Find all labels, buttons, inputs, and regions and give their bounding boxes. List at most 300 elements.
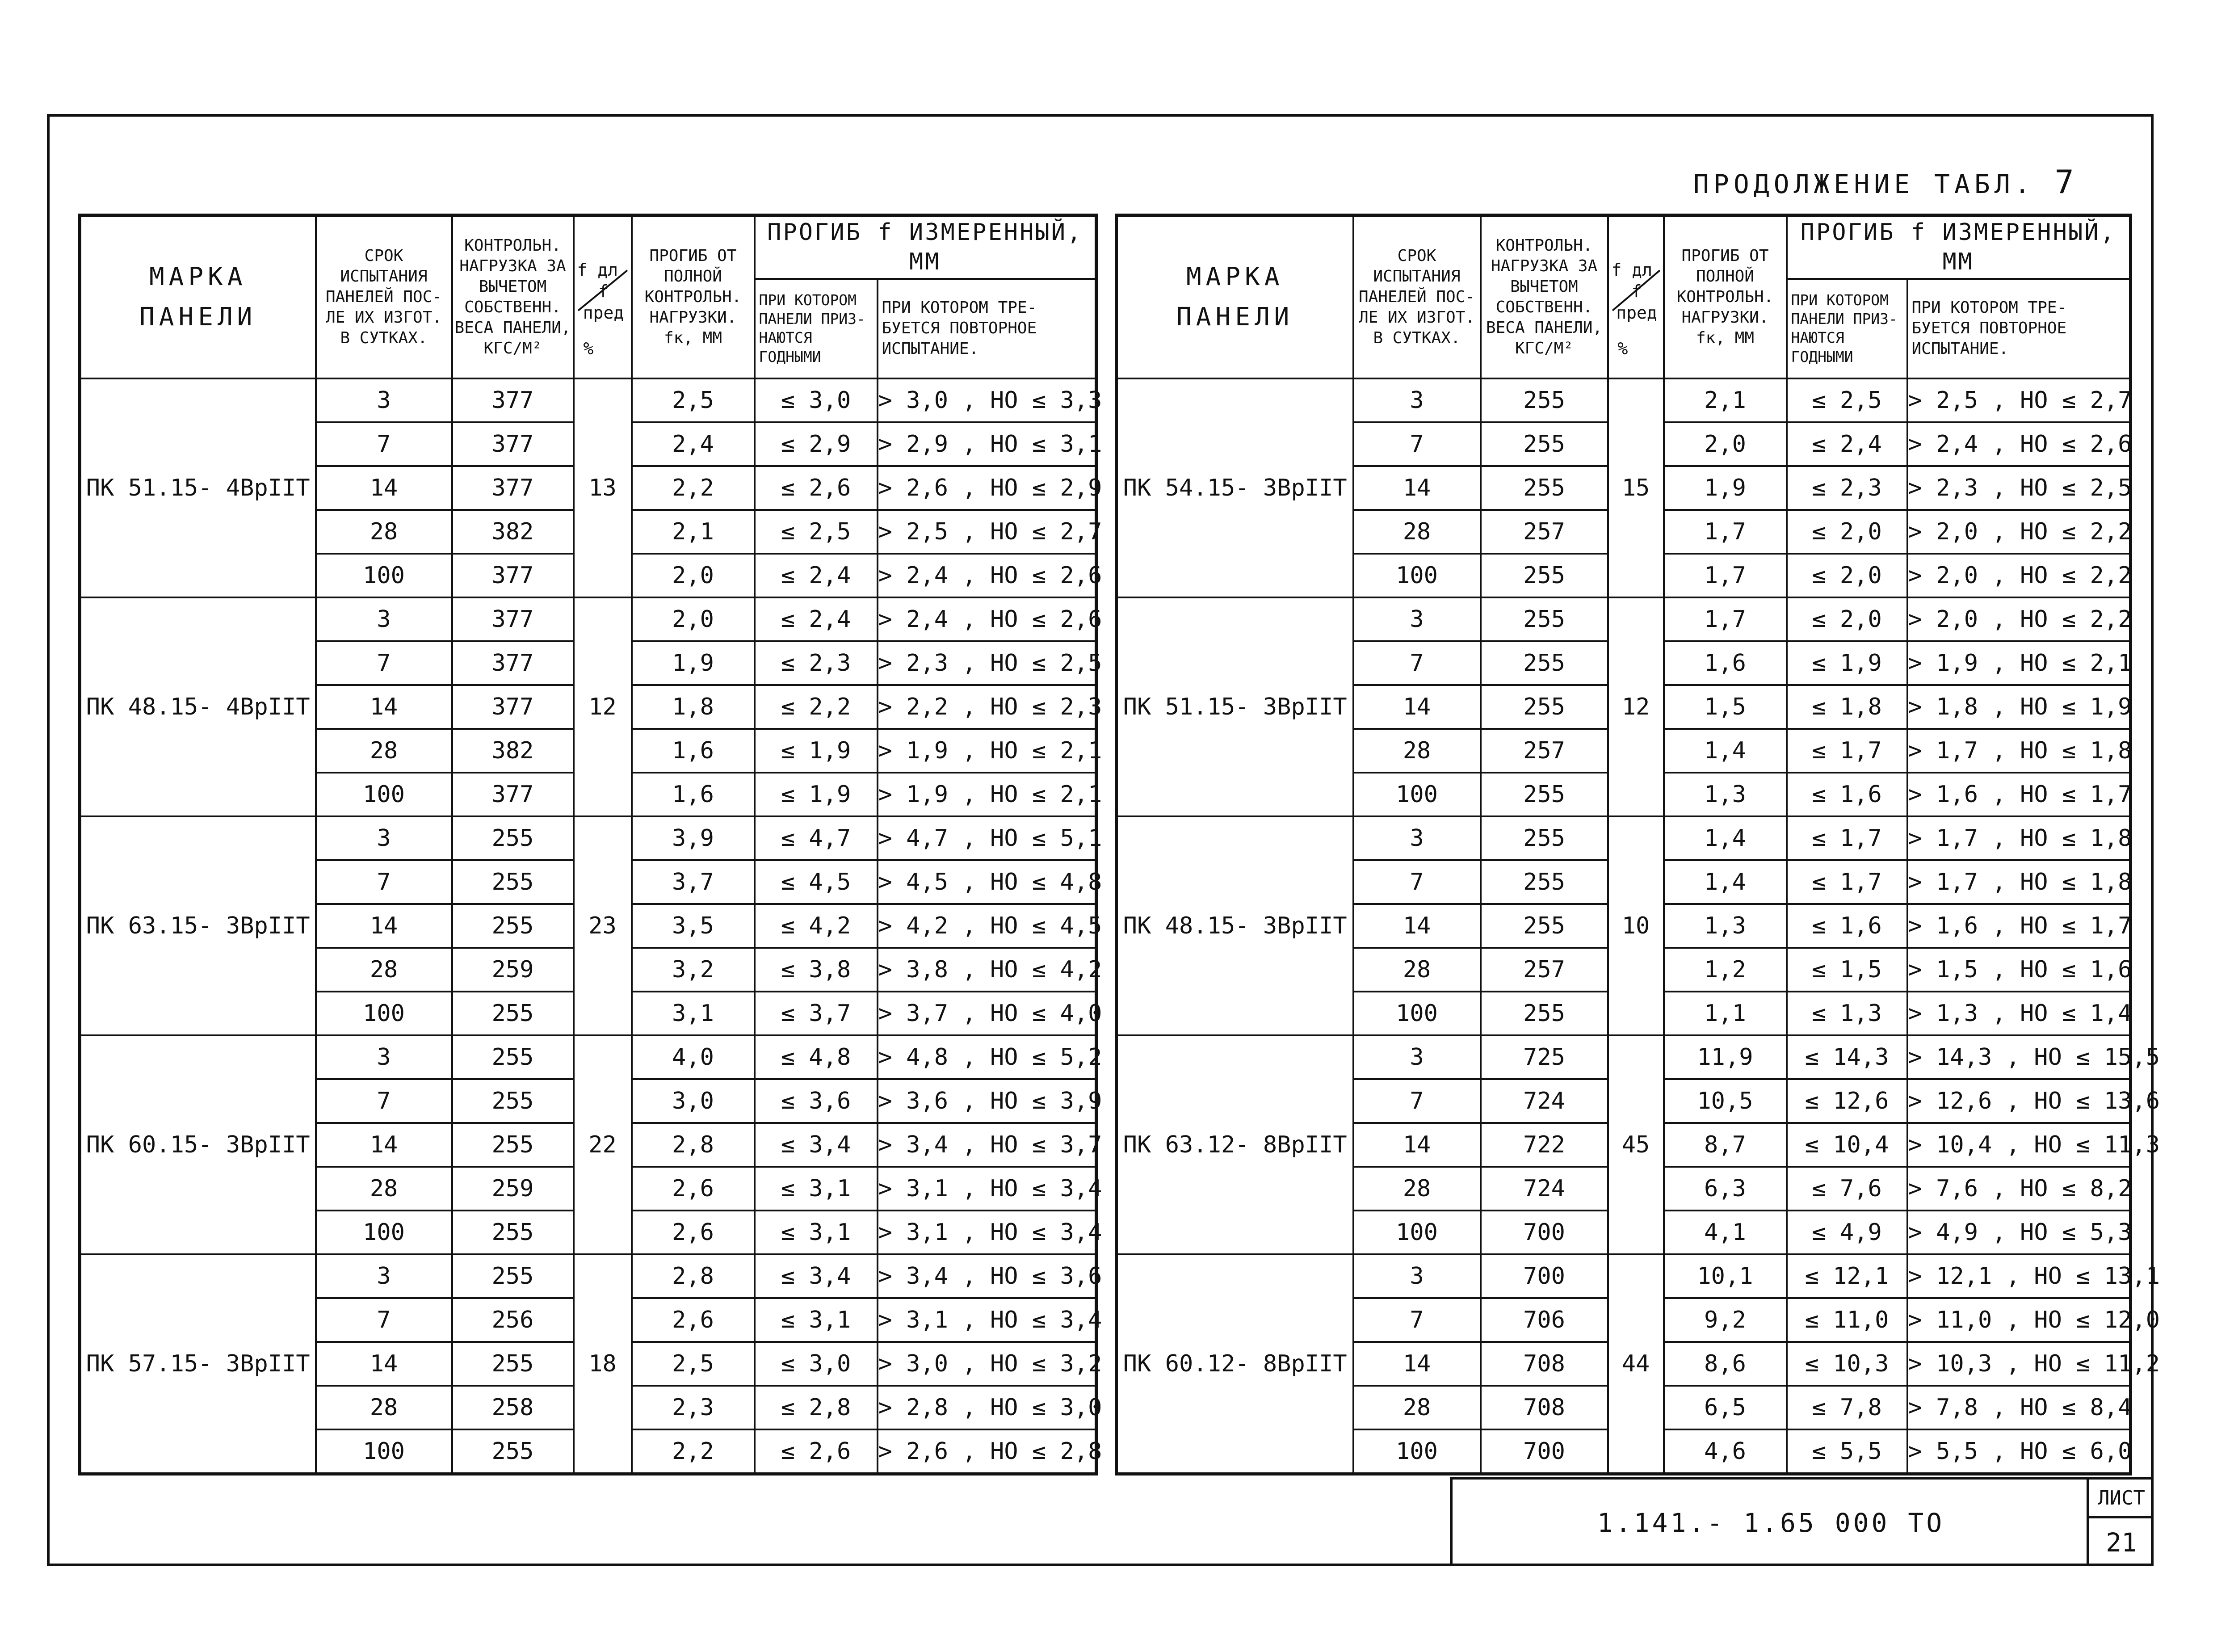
- header-retest: ПРИ КОТОРОМ ТРЕ- БУЕТСЯ ПОВТОРНОЕ ИСПЫТАНИЕ.: [1907, 279, 2131, 378]
- full-load-deflection-cell: 4,6: [1664, 1429, 1787, 1474]
- control-load-cell: 257: [1481, 510, 1608, 554]
- full-load-deflection-cell: 2,0: [1664, 422, 1787, 466]
- full-load-deflection-cell: 1,4: [1664, 729, 1787, 773]
- fit-limit-cell: ≤ 2,4: [1787, 422, 1907, 466]
- fit-limit-cell: ≤ 1,7: [1787, 816, 1907, 860]
- retest-limit-cell: > 11,0 , НО ≤ 12,0: [1907, 1298, 2131, 1342]
- header-deflection-full: ПРОГИБ ОТ ПОЛНОЙ КОНТРОЛЬН. НАГРУЗКИ. fк, ММ: [1664, 215, 1787, 379]
- fit-limit-cell: ≤ 1,3: [1787, 992, 1907, 1035]
- fit-limit-cell: ≤ 4,9: [1787, 1211, 1907, 1254]
- test-term-cell: 100: [316, 992, 452, 1035]
- full-load-deflection-cell: 1,9: [632, 641, 755, 685]
- test-term-cell: 28: [316, 948, 452, 992]
- full-load-deflection-cell: 2,0: [632, 554, 755, 597]
- test-term-cell: 100: [1353, 1211, 1481, 1254]
- fit-limit-cell: ≤ 1,9: [755, 773, 878, 816]
- retest-limit-cell: > 1,3 , НО ≤ 1,4: [1907, 992, 2131, 1035]
- test-term-cell: 3: [1353, 816, 1481, 860]
- table-row: [1117, 1035, 2131, 1079]
- panel-mark: ПК 57.15- 3ВрIIТ: [80, 1254, 316, 1474]
- full-load-deflection-cell: 1,7: [1664, 554, 1787, 597]
- table-row: [1117, 378, 2131, 422]
- control-load-cell: 256: [452, 1298, 574, 1342]
- retest-limit-cell: > 3,4 , НО ≤ 3,6: [878, 1254, 1096, 1298]
- full-load-deflection-cell: 3,0: [632, 1079, 755, 1123]
- retest-limit-cell: > 5,5 , НО ≤ 6,0: [1907, 1429, 2131, 1474]
- header-measured: ПРОГИБ f ИЗМЕРЕННЫЙ, ММ: [755, 215, 1096, 279]
- retest-limit-cell: > 10,4 , НО ≤ 11,3: [1907, 1123, 2131, 1167]
- retest-limit-cell: > 2,9 , НО ≤ 3,1: [878, 422, 1096, 466]
- control-load-cell: 257: [1481, 948, 1608, 992]
- retest-limit-cell: > 1,9 , НО ≤ 2,1: [878, 773, 1096, 816]
- panel-mark: ПК 60.15- 3ВрIIТ: [80, 1035, 316, 1254]
- test-term-cell: 14: [316, 1123, 452, 1167]
- control-load-cell: 700: [1481, 1429, 1608, 1474]
- fit-limit-cell: ≤ 1,6: [1787, 773, 1907, 816]
- table-row: [1117, 1254, 2131, 1298]
- full-load-deflection-cell: 3,5: [632, 904, 755, 948]
- fit-limit-cell: ≤ 10,4: [1787, 1123, 1907, 1167]
- fit-limit-cell: ≤ 2,5: [1787, 378, 1907, 422]
- control-load-cell: 377: [452, 378, 574, 422]
- fit-limit-cell: ≤ 14,3: [1787, 1035, 1907, 1079]
- test-term-cell: 14: [316, 904, 452, 948]
- test-term-cell: 3: [1353, 1035, 1481, 1079]
- control-load-cell: 724: [1481, 1079, 1608, 1123]
- retest-limit-cell: > 2,0 , НО ≤ 2,2: [1907, 597, 2131, 641]
- test-term-cell: 3: [1353, 597, 1481, 641]
- retest-limit-cell: > 1,7 , НО ≤ 1,8: [1907, 816, 2131, 860]
- test-term-cell: 3: [1353, 378, 1481, 422]
- retest-limit-cell: > 1,7 , НО ≤ 1,8: [1907, 860, 2131, 904]
- retest-limit-cell: > 3,8 , НО ≤ 4,2: [878, 948, 1096, 992]
- control-load-cell: 255: [452, 816, 574, 860]
- control-load-cell: 722: [1481, 1123, 1608, 1167]
- header-mark: МАРКА ПАНЕЛИ: [80, 215, 316, 379]
- fit-limit-cell: ≤ 3,1: [755, 1211, 878, 1254]
- control-load-cell: 258: [452, 1386, 574, 1429]
- fit-limit-cell: ≤ 2,8: [755, 1386, 878, 1429]
- control-load-cell: 259: [452, 1167, 574, 1211]
- retest-limit-cell: > 2,4 , НО ≤ 2,6: [878, 554, 1096, 597]
- control-load-cell: 255: [1481, 685, 1608, 729]
- full-load-deflection-cell: 2,2: [632, 1429, 755, 1474]
- full-load-deflection-cell: 1,6: [632, 729, 755, 773]
- test-term-cell: 3: [316, 1035, 452, 1079]
- fit-limit-cell: ≤ 1,9: [755, 729, 878, 773]
- full-load-deflection-cell: 1,6: [1664, 641, 1787, 685]
- retest-limit-cell: > 4,2 , НО ≤ 4,5: [878, 904, 1096, 948]
- control-load-cell: 255: [1481, 378, 1608, 422]
- deflection-ratio-cell: 15: [1608, 378, 1664, 597]
- full-load-deflection-cell: 4,0: [632, 1035, 755, 1079]
- table-row: [80, 378, 1096, 422]
- full-load-deflection-cell: 3,1: [632, 992, 755, 1035]
- test-term-cell: 14: [1353, 1342, 1481, 1386]
- fit-limit-cell: ≤ 1,7: [1787, 729, 1907, 773]
- sheet-label: ЛИСТ: [2089, 1480, 2154, 1518]
- header-measured: ПРОГИБ f ИЗМЕРЕННЫЙ, ММ: [1787, 215, 2131, 279]
- panel-mark: ПК 51.15- 4ВрIIТ: [80, 378, 316, 597]
- continuation-table-number: 7: [2054, 163, 2079, 201]
- table-row: [80, 1254, 1096, 1298]
- control-load-cell: 377: [452, 466, 574, 510]
- header-fit: ПРИ КОТОРОМ ПАНЕЛИ ПРИЗ- НАЮТСЯ ГОДНЫМИ: [755, 279, 878, 378]
- retest-limit-cell: > 2,0 , НО ≤ 2,2: [1907, 554, 2131, 597]
- full-load-deflection-cell: 2,8: [632, 1254, 755, 1298]
- deflection-ratio-cell: 10: [1608, 816, 1664, 1035]
- fit-limit-cell: ≤ 12,6: [1787, 1079, 1907, 1123]
- fit-limit-cell: ≤ 4,7: [755, 816, 878, 860]
- test-term-cell: 7: [1353, 860, 1481, 904]
- retest-limit-cell: > 7,6 , НО ≤ 8,2: [1907, 1167, 2131, 1211]
- header-retest: ПРИ КОТОРОМ ТРЕ- БУЕТСЯ ПОВТОРНОЕ ИСПЫТАНИЕ.: [878, 279, 1096, 378]
- control-load-cell: 255: [452, 904, 574, 948]
- header-load: КОНТРОЛЬН. НАГРУЗКА ЗА ВЫЧЕТОМ СОБСТВЕНН. ВЕСА ПАНЕЛИ, КГС/М²: [452, 215, 574, 379]
- fit-limit-cell: ≤ 3,4: [755, 1123, 878, 1167]
- panel-mark: ПК 48.15- 3ВрIIТ: [1117, 816, 1353, 1035]
- full-load-deflection-cell: 2,6: [632, 1211, 755, 1254]
- retest-limit-cell: > 2,3 , НО ≤ 2,5: [878, 641, 1096, 685]
- retest-limit-cell: > 3,6 , НО ≤ 3,9: [878, 1079, 1096, 1123]
- fit-limit-cell: ≤ 2,4: [755, 554, 878, 597]
- test-term-cell: 7: [1353, 1079, 1481, 1123]
- fit-limit-cell: ≤ 4,5: [755, 860, 878, 904]
- fit-limit-cell: ≤ 3,8: [755, 948, 878, 992]
- retest-limit-cell: > 2,5 , НО ≤ 2,7: [878, 510, 1096, 554]
- control-load-cell: 255: [1481, 554, 1608, 597]
- test-term-cell: 3: [316, 816, 452, 860]
- deflection-ratio-cell: 44: [1608, 1254, 1664, 1474]
- full-load-deflection-cell: 4,1: [1664, 1211, 1787, 1254]
- control-load-cell: 724: [1481, 1167, 1608, 1211]
- fit-limit-cell: ≤ 2,0: [1787, 554, 1907, 597]
- retest-limit-cell: > 14,3 , НО ≤ 15,5: [1907, 1035, 2131, 1079]
- panel-mark: ПК 48.15- 4ВрIIТ: [80, 597, 316, 816]
- fit-limit-cell: ≤ 10,3: [1787, 1342, 1907, 1386]
- test-term-cell: 28: [1353, 510, 1481, 554]
- full-load-deflection-cell: 2,1: [1664, 378, 1787, 422]
- header-term: СРОК ИСПЫТАНИЯ ПАНЕЛЕЙ ПОС- ЛЕ ИХ ИЗГОТ. В СУТКАХ.: [1353, 215, 1481, 379]
- retest-limit-cell: > 3,0 , НО ≤ 3,3: [878, 378, 1096, 422]
- panel-mark: ПК 54.15- 3ВрIIТ: [1117, 378, 1353, 597]
- test-term-cell: 14: [1353, 466, 1481, 510]
- control-load-cell: 259: [452, 948, 574, 992]
- full-load-deflection-cell: 10,5: [1664, 1079, 1787, 1123]
- full-load-deflection-cell: 2,5: [632, 378, 755, 422]
- title-block: [1450, 1477, 2154, 1566]
- header-ratio-unit: %: [583, 339, 594, 359]
- test-term-cell: 100: [316, 554, 452, 597]
- full-load-deflection-cell: 8,6: [1664, 1342, 1787, 1386]
- retest-limit-cell: > 7,8 , НО ≤ 8,4: [1907, 1386, 2131, 1429]
- header-ratio-top: f дл: [1611, 260, 1653, 280]
- fit-limit-cell: ≤ 7,6: [1787, 1167, 1907, 1211]
- control-load-cell: 255: [452, 1079, 574, 1123]
- test-term-cell: 3: [1353, 1254, 1481, 1298]
- control-load-cell: 255: [1481, 860, 1608, 904]
- fit-limit-cell: ≤ 5,5: [1787, 1429, 1907, 1474]
- retest-limit-cell: > 2,4 , НО ≤ 2,6: [878, 597, 1096, 641]
- control-load-cell: 255: [1481, 466, 1608, 510]
- table-row: [80, 816, 1096, 860]
- fit-limit-cell: ≤ 2,2: [755, 685, 878, 729]
- full-load-deflection-cell: 1,9: [1664, 466, 1787, 510]
- full-load-deflection-cell: 2,0: [632, 597, 755, 641]
- retest-limit-cell: > 1,9 , НО ≤ 2,1: [1907, 641, 2131, 685]
- retest-limit-cell: > 4,5 , НО ≤ 4,8: [878, 860, 1096, 904]
- continuation-title-text: ПРОДОЛЖЕНИЕ ТАБЛ.: [1693, 169, 2035, 199]
- control-load-cell: 255: [452, 992, 574, 1035]
- control-load-cell: 255: [452, 1035, 574, 1079]
- retest-limit-cell: > 2,0 , НО ≤ 2,2: [1907, 510, 2131, 554]
- table-row: [80, 1035, 1096, 1079]
- control-load-cell: 255: [452, 1211, 574, 1254]
- retest-limit-cell: > 4,7 , НО ≤ 5,1: [878, 816, 1096, 860]
- test-term-cell: 14: [316, 685, 452, 729]
- panel-mark: ПК 63.15- 3ВрIIТ: [80, 816, 316, 1035]
- retest-limit-cell: > 1,9 , НО ≤ 2,1: [878, 729, 1096, 773]
- test-term-cell: 14: [316, 466, 452, 510]
- full-load-deflection-cell: 1,6: [632, 773, 755, 816]
- fit-limit-cell: ≤ 2,6: [755, 1429, 878, 1474]
- full-load-deflection-cell: 1,8: [632, 685, 755, 729]
- retest-limit-cell: > 1,8 , НО ≤ 1,9: [1907, 685, 2131, 729]
- control-load-cell: 700: [1481, 1211, 1608, 1254]
- full-load-deflection-cell: 1,3: [1664, 773, 1787, 816]
- retest-limit-cell: > 1,6 , НО ≤ 1,7: [1907, 773, 2131, 816]
- retest-limit-cell: > 2,6 , НО ≤ 2,9: [878, 466, 1096, 510]
- test-term-cell: 100: [316, 1429, 452, 1474]
- control-load-cell: 255: [1481, 904, 1608, 948]
- control-load-cell: 377: [452, 597, 574, 641]
- full-load-deflection-cell: 6,3: [1664, 1167, 1787, 1211]
- test-term-cell: 100: [316, 1211, 452, 1254]
- control-load-cell: 255: [452, 1123, 574, 1167]
- header-mark: МАРКА ПАНЕЛИ: [1117, 215, 1353, 379]
- fit-limit-cell: ≤ 2,0: [1787, 510, 1907, 554]
- test-term-cell: 7: [1353, 422, 1481, 466]
- fit-limit-cell: ≤ 3,4: [755, 1254, 878, 1298]
- control-load-cell: 255: [452, 1254, 574, 1298]
- fit-limit-cell: ≤ 3,1: [755, 1298, 878, 1342]
- table-row: [80, 597, 1096, 641]
- test-term-cell: 3: [316, 378, 452, 422]
- control-load-cell: 255: [1481, 992, 1608, 1035]
- control-load-cell: 706: [1481, 1298, 1608, 1342]
- test-term-cell: 100: [1353, 992, 1481, 1035]
- full-load-deflection-cell: 2,1: [632, 510, 755, 554]
- full-load-deflection-cell: 2,6: [632, 1298, 755, 1342]
- full-load-deflection-cell: 1,4: [1664, 860, 1787, 904]
- full-load-deflection-cell: 1,1: [1664, 992, 1787, 1035]
- retest-limit-cell: > 3,0 , НО ≤ 3,2: [878, 1342, 1096, 1386]
- control-load-cell: 255: [452, 1342, 574, 1386]
- deflection-table-left: [78, 214, 1102, 1475]
- fit-limit-cell: ≤ 3,7: [755, 992, 878, 1035]
- fit-limit-cell: ≤ 2,4: [755, 597, 878, 641]
- test-term-cell: 28: [1353, 948, 1481, 992]
- retest-limit-cell: > 3,1 , НО ≤ 3,4: [878, 1167, 1096, 1211]
- retest-limit-cell: > 1,5 , НО ≤ 1,6: [1907, 948, 2131, 992]
- test-term-cell: 7: [316, 422, 452, 466]
- fit-limit-cell: ≤ 2,0: [1787, 597, 1907, 641]
- deflection-ratio-cell: 12: [574, 597, 632, 816]
- deflection-ratio-cell: 23: [574, 816, 632, 1035]
- test-term-cell: 7: [1353, 1298, 1481, 1342]
- panel-mark: ПК 63.12- 8ВрIIТ: [1117, 1035, 1353, 1254]
- control-load-cell: 377: [452, 773, 574, 816]
- document-code: 1.141.- 1.65 000 ТО: [1597, 1508, 1945, 1538]
- control-load-cell: 708: [1481, 1386, 1608, 1429]
- retest-limit-cell: > 1,7 , НО ≤ 1,8: [1907, 729, 2131, 773]
- control-load-cell: 255: [1481, 597, 1608, 641]
- fit-limit-cell: ≤ 2,9: [755, 422, 878, 466]
- retest-limit-cell: > 12,1 , НО ≤ 13,1: [1907, 1254, 2131, 1298]
- deflection-ratio-cell: 45: [1608, 1035, 1664, 1254]
- test-term-cell: 14: [1353, 685, 1481, 729]
- retest-limit-cell: > 3,7 , НО ≤ 4,0: [878, 992, 1096, 1035]
- fit-limit-cell: ≤ 1,5: [1787, 948, 1907, 992]
- control-load-cell: 377: [452, 641, 574, 685]
- control-load-cell: 377: [452, 422, 574, 466]
- full-load-deflection-cell: 3,7: [632, 860, 755, 904]
- test-term-cell: 28: [1353, 729, 1481, 773]
- test-term-cell: 7: [316, 1079, 452, 1123]
- header-ratio-bottom: f пред: [1616, 281, 1657, 323]
- deflection-ratio-cell: 12: [1608, 597, 1664, 816]
- deflection-ratio-cell: 22: [574, 1035, 632, 1254]
- test-term-cell: 14: [1353, 1123, 1481, 1167]
- header-ratio-unit: %: [1617, 339, 1628, 359]
- header-ratio-bottom: f пред: [583, 281, 624, 323]
- deflection-ratio-cell: 18: [574, 1254, 632, 1474]
- retest-limit-cell: > 3,1 , НО ≤ 3,4: [878, 1211, 1096, 1254]
- full-load-deflection-cell: 2,5: [632, 1342, 755, 1386]
- table-row: [1117, 597, 2131, 641]
- control-load-cell: 255: [452, 860, 574, 904]
- retest-limit-cell: > 2,4 , НО ≤ 2,6: [1907, 422, 2131, 466]
- header-ratio: [574, 215, 632, 379]
- test-term-cell: 100: [1353, 1429, 1481, 1474]
- full-load-deflection-cell: 1,2: [1664, 948, 1787, 992]
- fit-limit-cell: ≤ 1,6: [1787, 904, 1907, 948]
- test-term-cell: 7: [316, 1298, 452, 1342]
- control-load-cell: 382: [452, 729, 574, 773]
- full-load-deflection-cell: 1,7: [1664, 597, 1787, 641]
- full-load-deflection-cell: 2,8: [632, 1123, 755, 1167]
- test-term-cell: 7: [1353, 641, 1481, 685]
- fit-limit-cell: ≤ 1,8: [1787, 685, 1907, 729]
- control-load-cell: 382: [452, 510, 574, 554]
- test-term-cell: 100: [1353, 554, 1481, 597]
- panel-mark: ПК 51.15- 3ВрIIТ: [1117, 597, 1353, 816]
- test-term-cell: 3: [316, 597, 452, 641]
- control-load-cell: 255: [1481, 816, 1608, 860]
- retest-limit-cell: > 3,4 , НО ≤ 3,7: [878, 1123, 1096, 1167]
- test-term-cell: 7: [316, 641, 452, 685]
- sheet-number: 21: [2106, 1527, 2137, 1558]
- fit-limit-cell: ≤ 11,0: [1787, 1298, 1907, 1342]
- control-load-cell: 377: [452, 554, 574, 597]
- full-load-deflection-cell: 2,6: [632, 1167, 755, 1211]
- full-load-deflection-cell: 3,2: [632, 948, 755, 992]
- test-term-cell: 100: [1353, 773, 1481, 816]
- header-ratio-top: f дл: [577, 260, 618, 280]
- control-load-cell: 700: [1481, 1254, 1608, 1298]
- full-load-deflection-cell: 6,5: [1664, 1386, 1787, 1429]
- test-term-cell: 28: [316, 1386, 452, 1429]
- control-load-cell: 708: [1481, 1342, 1608, 1386]
- test-term-cell: 14: [316, 1342, 452, 1386]
- full-load-deflection-cell: 1,5: [1664, 685, 1787, 729]
- test-term-cell: 28: [1353, 1386, 1481, 1429]
- fit-limit-cell: ≤ 2,3: [755, 641, 878, 685]
- fit-limit-cell: ≤ 2,3: [1787, 466, 1907, 510]
- test-term-cell: 28: [1353, 1167, 1481, 1211]
- fit-limit-cell: ≤ 1,7: [1787, 860, 1907, 904]
- full-load-deflection-cell: 1,3: [1664, 904, 1787, 948]
- control-load-cell: 255: [452, 1429, 574, 1474]
- header-ratio: [1608, 215, 1664, 379]
- fit-limit-cell: ≤ 3,0: [755, 378, 878, 422]
- full-load-deflection-cell: 10,1: [1664, 1254, 1787, 1298]
- retest-limit-cell: > 1,6 , НО ≤ 1,7: [1907, 904, 2131, 948]
- test-term-cell: 7: [316, 860, 452, 904]
- test-term-cell: 3: [316, 1254, 452, 1298]
- fit-limit-cell: ≤ 1,9: [1787, 641, 1907, 685]
- fit-limit-cell: ≤ 12,1: [1787, 1254, 1907, 1298]
- retest-limit-cell: > 2,3 , НО ≤ 2,5: [1907, 466, 2131, 510]
- sheet-box: [2087, 1480, 2154, 1566]
- full-load-deflection-cell: 8,7: [1664, 1123, 1787, 1167]
- full-load-deflection-cell: 2,4: [632, 422, 755, 466]
- continuation-title: [1693, 163, 2079, 201]
- full-load-deflection-cell: 9,2: [1664, 1298, 1787, 1342]
- full-load-deflection-cell: 1,4: [1664, 816, 1787, 860]
- test-term-cell: 28: [316, 729, 452, 773]
- full-load-deflection-cell: 1,7: [1664, 510, 1787, 554]
- fit-limit-cell: ≤ 2,6: [755, 466, 878, 510]
- full-load-deflection-cell: 2,2: [632, 466, 755, 510]
- retest-limit-cell: > 2,5 , НО ≤ 2,7: [1907, 378, 2131, 422]
- test-term-cell: 28: [316, 1167, 452, 1211]
- test-term-cell: 100: [316, 773, 452, 816]
- test-term-cell: 14: [1353, 904, 1481, 948]
- control-load-cell: 377: [452, 685, 574, 729]
- fit-limit-cell: ≤ 7,8: [1787, 1386, 1907, 1429]
- deflection-ratio-cell: 13: [574, 378, 632, 597]
- retest-limit-cell: > 2,6 , НО ≤ 2,8: [878, 1429, 1096, 1474]
- control-load-cell: 255: [1481, 422, 1608, 466]
- full-load-deflection-cell: 3,9: [632, 816, 755, 860]
- test-term-cell: 28: [316, 510, 452, 554]
- control-load-cell: 257: [1481, 729, 1608, 773]
- table-row: [1117, 816, 2131, 860]
- fit-limit-cell: ≤ 4,2: [755, 904, 878, 948]
- fit-limit-cell: ≤ 3,1: [755, 1167, 878, 1211]
- fit-limit-cell: ≤ 3,6: [755, 1079, 878, 1123]
- control-load-cell: 725: [1481, 1035, 1608, 1079]
- header-load: КОНТРОЛЬН. НАГРУЗКА ЗА ВЫЧЕТОМ СОБСТВЕНН. ВЕСА ПАНЕЛИ, КГС/М²: [1481, 215, 1608, 379]
- deflection-table-right: [1115, 214, 2160, 1475]
- retest-limit-cell: > 3,1 , НО ≤ 3,4: [878, 1298, 1096, 1342]
- full-load-deflection-cell: 11,9: [1664, 1035, 1787, 1079]
- fit-limit-cell: ≤ 3,0: [755, 1342, 878, 1386]
- retest-limit-cell: > 4,9 , НО ≤ 5,3: [1907, 1211, 2131, 1254]
- retest-limit-cell: > 4,8 , НО ≤ 5,2: [878, 1035, 1096, 1079]
- full-load-deflection-cell: 2,3: [632, 1386, 755, 1429]
